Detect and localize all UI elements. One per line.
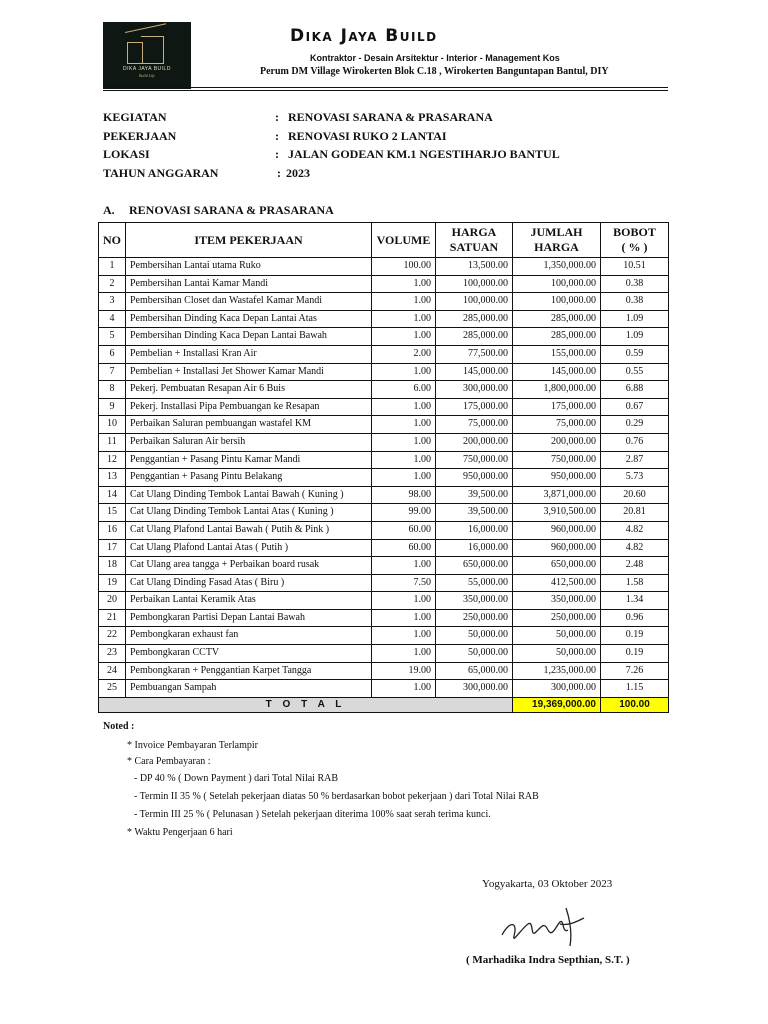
row-harga: 100,000.00 [436,275,513,293]
row-no: 18 [99,557,126,575]
row-no: 13 [99,469,126,487]
notes-title: Noted : [103,721,135,732]
table-row [99,645,669,663]
row-bobot: 0.29 [601,416,669,434]
note-line: * Waktu Pengerjaan 6 hari [127,827,233,838]
row-volume: 6.00 [372,381,436,399]
table-row [99,627,669,645]
row-no: 19 [99,574,126,592]
row-jumlah: 250,000.00 [513,609,601,627]
row-item: Penggantian + Pasang Pintu Kamar Mandi [126,451,372,469]
header-bobot-line1: BOBOT [613,225,656,239]
row-bobot: 1.58 [601,574,669,592]
row-no: 10 [99,416,126,434]
row-item: Pembersihan Closet dan Wastafel Kamar Mandi [126,293,372,311]
signature-image [500,900,590,950]
row-bobot: 1.15 [601,680,669,698]
table-row [99,574,669,592]
row-bobot: 4.82 [601,521,669,539]
row-no: 5 [99,328,126,346]
row-no: 11 [99,433,126,451]
total-jumlah: 19,369,000.00 [513,697,601,712]
row-volume: 1.00 [372,645,436,663]
row-harga: 285,000.00 [436,310,513,328]
row-item: Pembongkaran Partisi Depan Lantai Bawah [126,609,372,627]
row-jumlah: 960,000.00 [513,539,601,557]
row-jumlah: 3,910,500.00 [513,504,601,522]
header-no: NO [99,223,126,258]
row-harga: 50,000.00 [436,627,513,645]
total-label: T O T A L [99,697,513,712]
header-bobot-line2: ( % ) [621,240,648,254]
header-jumlah-line1: JUMLAH [530,225,583,239]
row-item: Perbaikan Lantai Keramik Atas [126,592,372,610]
row-bobot: 0.76 [601,433,669,451]
row-harga: 39,500.00 [436,504,513,522]
row-volume: 1.00 [372,609,436,627]
info-colon: : [275,129,279,143]
row-item: Pekerj. Pembuatan Resapan Air 6 Buis [126,381,372,399]
row-volume: 1.00 [372,433,436,451]
row-bobot: 5.73 [601,469,669,487]
row-volume: 1.00 [372,293,436,311]
row-no: 12 [99,451,126,469]
row-no: 25 [99,680,126,698]
row-harga: 350,000.00 [436,592,513,610]
row-volume: 98.00 [372,486,436,504]
table-row [99,592,669,610]
table-row [99,363,669,381]
row-bobot: 6.88 [601,381,669,399]
row-no: 6 [99,345,126,363]
row-jumlah: 50,000.00 [513,645,601,663]
info-colon: : [275,147,279,161]
row-harga: 200,000.00 [436,433,513,451]
row-item: Pembersihan Dinding Kaca Depan Lantai Atas [126,310,372,328]
info-value: RENOVASI RUKO 2 LANTAI [288,129,447,143]
row-harga: 39,500.00 [436,486,513,504]
row-item: Pembuangan Sampah [126,680,372,698]
row-jumlah: 100,000.00 [513,275,601,293]
row-item: Cat Ulang Dinding Tembok Lantai Bawah ( Kuning ) [126,486,372,504]
row-item: Cat Ulang Dinding Tembok Lantai Atas ( Kuning ) [126,504,372,522]
row-jumlah: 175,000.00 [513,398,601,416]
table-row [99,451,669,469]
header-jumlah [513,223,601,258]
row-harga: 300,000.00 [436,381,513,399]
row-item: Penggantian + Pasang Pintu Belakang [126,469,372,487]
row-bobot: 0.55 [601,363,669,381]
row-harga: 13,500.00 [436,258,513,276]
row-volume: 100.00 [372,258,436,276]
total-bobot: 100.00 [601,697,669,712]
signer-name: ( Marhadika Indra Septhian, S.T. ) [466,954,630,966]
row-item: Cat Ulang area tangga + Perbaikan board rusak [126,557,372,575]
row-volume: 1.00 [372,310,436,328]
row-harga: 750,000.00 [436,451,513,469]
row-item: Pembelian + Installasi Jet Shower Kamar Mandi [126,363,372,381]
row-jumlah: 1,235,000.00 [513,662,601,680]
row-harga: 75,000.00 [436,416,513,434]
table-row [99,381,669,399]
table-row [99,433,669,451]
row-no: 9 [99,398,126,416]
row-volume: 2.00 [372,345,436,363]
row-item: Pekerj. Installasi Pipa Pembuangan ke Resapan [126,398,372,416]
info-colon: : [277,166,281,180]
row-jumlah: 50,000.00 [513,627,601,645]
row-bobot: 0.38 [601,275,669,293]
row-item: Pembersihan Dinding Kaca Depan Lantai Bawah [126,328,372,346]
row-item: Pembongkaran CCTV [126,645,372,663]
info-label: LOKASI [103,147,150,161]
logo-roof-shape [125,23,166,33]
row-bobot: 0.19 [601,627,669,645]
row-bobot: 7.26 [601,662,669,680]
company-name: Dika Jaya Build [290,26,438,46]
row-no: 7 [99,363,126,381]
company-subtitle: Kontraktor - Desain Arsitektur - Interior - Management Kos [310,53,560,63]
info-label: KEGIATAN [103,110,167,124]
row-no: 16 [99,521,126,539]
row-jumlah: 1,350,000.00 [513,258,601,276]
rab-table [98,222,669,713]
row-volume: 60.00 [372,539,436,557]
row-volume: 60.00 [372,521,436,539]
row-bobot: 2.87 [601,451,669,469]
row-jumlah: 412,500.00 [513,574,601,592]
row-harga: 50,000.00 [436,645,513,663]
table-row [99,486,669,504]
header-harga-line1: HARGA [451,225,497,239]
row-harga: 65,000.00 [436,662,513,680]
note-line: - DP 40 % ( Down Payment ) dari Total Nilai RAB [134,773,338,784]
row-volume: 1.00 [372,416,436,434]
row-volume: 99.00 [372,504,436,522]
row-bobot: 0.38 [601,293,669,311]
company-address: Perum DM Village Wirokerten Blok C.18 , Wirokerten Banguntapan Bantul, DIY [260,66,609,77]
row-volume: 1.00 [372,627,436,645]
row-volume: 1.00 [372,398,436,416]
row-jumlah: 350,000.00 [513,592,601,610]
row-bobot: 4.82 [601,539,669,557]
row-item: Pembelian + Installasi Kran Air [126,345,372,363]
table-row [99,293,669,311]
table-row [99,539,669,557]
row-bobot: 0.96 [601,609,669,627]
info-value: 2023 [286,166,310,180]
row-jumlah: 1,800,000.00 [513,381,601,399]
row-bobot: 0.67 [601,398,669,416]
row-jumlah: 75,000.00 [513,416,601,434]
row-harga: 285,000.00 [436,328,513,346]
row-volume: 1.00 [372,680,436,698]
row-harga: 300,000.00 [436,680,513,698]
row-bobot: 0.59 [601,345,669,363]
info-value: JALAN GODEAN KM.1 NGESTIHARJO BANTUL [288,147,560,161]
header-item: ITEM PEKERJAAN [126,223,372,258]
header-harga [436,223,513,258]
row-no: 15 [99,504,126,522]
table-row [99,275,669,293]
row-bobot: 10.51 [601,258,669,276]
row-no: 14 [99,486,126,504]
row-harga: 100,000.00 [436,293,513,311]
header-bobot [601,223,669,258]
row-harga: 950,000.00 [436,469,513,487]
row-no: 22 [99,627,126,645]
header-jumlah-line2: HARGA [534,240,579,254]
table-row [99,609,669,627]
note-line: * Invoice Pembayaran Terlampir [127,740,259,751]
row-volume: 1.00 [372,451,436,469]
row-bobot: 20.81 [601,504,669,522]
company-logo [103,22,191,89]
row-bobot: 20.60 [601,486,669,504]
row-harga: 16,000.00 [436,521,513,539]
table-row [99,521,669,539]
header-harga-line2: SATUAN [449,240,499,254]
row-no: 20 [99,592,126,610]
row-jumlah: 200,000.00 [513,433,601,451]
row-jumlah: 145,000.00 [513,363,601,381]
row-bobot: 1.34 [601,592,669,610]
row-jumlah: 285,000.00 [513,328,601,346]
row-volume: 19.00 [372,662,436,680]
row-item: Perbaikan Saluran Air bersih [126,433,372,451]
row-volume: 1.00 [372,328,436,346]
row-no: 2 [99,275,126,293]
row-volume: 1.00 [372,557,436,575]
row-no: 24 [99,662,126,680]
note-line: - Termin II 35 % ( Setelah pekerjaan diatas 50 % berdasarkan bobot pekerjaan ) dari Total Nilai RAB [134,791,539,802]
info-value: RENOVASI SARANA & PRASARANA [288,110,493,124]
row-jumlah: 155,000.00 [513,345,601,363]
row-bobot: 1.09 [601,310,669,328]
row-harga: 16,000.00 [436,539,513,557]
row-bobot: 1.09 [601,328,669,346]
row-no: 21 [99,609,126,627]
table-row [99,310,669,328]
table-row [99,416,669,434]
total-row [99,697,669,712]
table-row [99,328,669,346]
row-jumlah: 300,000.00 [513,680,601,698]
table-row [99,662,669,680]
logo-building-shape [141,36,164,64]
section-text: RENOVASI SARANA & PRASARANA [129,203,334,217]
row-harga: 55,000.00 [436,574,513,592]
note-line: * Cara Pembayaran : [127,756,211,767]
row-jumlah: 960,000.00 [513,521,601,539]
row-item: Pembersihan Lantai Kamar Mandi [126,275,372,293]
row-harga: 650,000.00 [436,557,513,575]
table-row [99,504,669,522]
row-jumlah: 650,000.00 [513,557,601,575]
row-no: 17 [99,539,126,557]
header-divider [103,87,668,88]
row-bobot: 0.19 [601,645,669,663]
note-line: - Termin III 25 % ( Pelunasan ) Setelah pekerjaan diterima 100% saat serah terima kunci. [134,809,491,820]
table-row [99,680,669,698]
logo-subtext: Build Life [139,73,155,78]
row-no: 8 [99,381,126,399]
row-item: Pembersihan Lantai utama Ruko [126,258,372,276]
row-no: 4 [99,310,126,328]
row-no: 3 [99,293,126,311]
table-header-row [99,223,669,258]
table-body [99,258,669,698]
header-volume: VOLUME [372,223,436,258]
row-harga: 77,500.00 [436,345,513,363]
row-jumlah: 750,000.00 [513,451,601,469]
row-bobot: 2.48 [601,557,669,575]
row-no: 1 [99,258,126,276]
table-row [99,557,669,575]
header-divider [103,90,668,91]
place-date: Yogyakarta, 03 Oktober 2023 [482,878,613,890]
row-volume: 1.00 [372,275,436,293]
table-row [99,345,669,363]
row-jumlah: 950,000.00 [513,469,601,487]
row-volume: 1.00 [372,592,436,610]
table-row [99,258,669,276]
info-label: PEKERJAAN [103,129,177,143]
row-item: Cat Ulang Dinding Fasad Atas ( Biru ) [126,574,372,592]
info-colon: : [275,110,279,124]
row-item: Cat Ulang Plafond Lantai Bawah ( Putih & Pink ) [126,521,372,539]
row-jumlah: 100,000.00 [513,293,601,311]
info-label: TAHUN ANGGARAN [103,166,219,180]
logo-text: DIKA JAYA BUILD [123,66,171,72]
row-item: Cat Ulang Plafond Lantai Atas ( Putih ) [126,539,372,557]
row-harga: 250,000.00 [436,609,513,627]
row-volume: 1.00 [372,363,436,381]
row-harga: 145,000.00 [436,363,513,381]
row-no: 23 [99,645,126,663]
table-row [99,398,669,416]
row-jumlah: 3,871,000.00 [513,486,601,504]
row-item: Pembongkaran + Penggantian Karpet Tangga [126,662,372,680]
row-volume: 1.00 [372,469,436,487]
row-volume: 7.50 [372,574,436,592]
section-letter: A. [103,203,115,217]
row-item: Perbaikan Saluran pembuangan wastafel KM [126,416,372,434]
row-jumlah: 285,000.00 [513,310,601,328]
table-row [99,469,669,487]
row-item: Pembongkaran exhaust fan [126,627,372,645]
row-harga: 175,000.00 [436,398,513,416]
